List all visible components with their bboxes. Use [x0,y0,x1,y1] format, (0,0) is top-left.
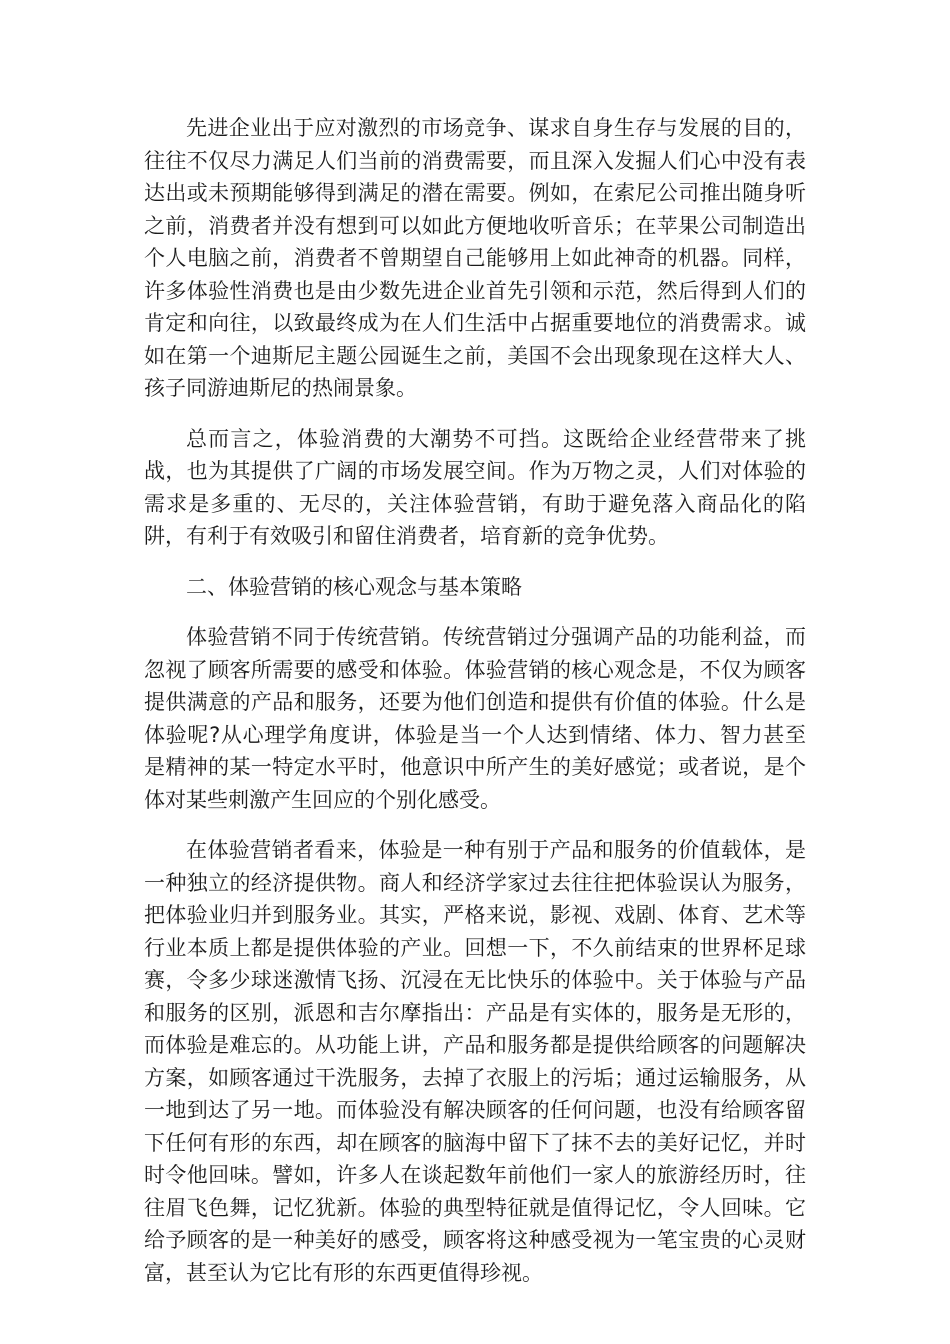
paragraph-leading-firms: 先进企业出于应对激烈的市场竞争、谋求自身生存与发展的目的，往往不仅尽力满足人们当前的消费需要，而且深入发掘人们心中没有表达出或未预期能够得到满足的潜在需要。例如，在索尼公司推出随身听之前，消费者并没有想到可以如此方便地收听音乐；在苹果公司制造出个人电脑之前，消费者不曾期望自己能够用上如此神奇的机器。同样，许多体验性消费也是由少数先进企业首先引领和示范，然后得到人们的肯定和向往，以致最终成为在人们生活中占据重要地位的消费需求。诚如在第一个迪斯尼主题公园诞生之前，美国不会出现象现在这样大人、孩子同游迪斯尼的热闹景象。 [144,116,806,400]
document-page [144,112,806,1307]
section-heading: 二、体验营销的核心观念与基本策略 [186,574,522,599]
paragraph-summary: 总而言之，体验消费的大潮势不可挡。这既给企业经营带来了挑战，也为其提供了广阔的市场发展空间。作为万物之灵，人们对体验的需求是多重的、无尽的，关注体验营销，有助于避免落入商品化的陷阱，有利于有效吸引和留住消费者，培育新的竞争优势。 [144,426,806,548]
paragraph-core-concept: 体验营销不同于传统营销。传统营销过分强调产品的功能利益，而忽视了顾客所需要的感受和体验。体验营销的核心观念是，不仅为顾客提供满意的产品和服务，还要为他们创造和提供有价值的体验。什么是体验呢?从心理学角度讲，体验是当一个人达到情绪、体力、智力甚至是精神的某一特定水平时，他意识中所产生的美好感觉；或者说，是个体对某些刺激产生回应的个别化感受。 [144,625,806,812]
paragraph-experience-value: 在体验营销者看来，体验是一种有别于产品和服务的价值载体，是一种独立的经济提供物。商人和经济学家过去往往把体验误认为服务，把体验业归并到服务业。其实，严格来说，影视、戏剧、体育、艺术等行业本质上都是提供体验的产业。回想一下，不久前结束的世界杯足球赛，令多少球迷激情飞扬、沉浸在无比快乐的体验中。关于体验与产品和服务的区别，派恩和吉尔摩指出：产品是有实体的，服务是无形的，而体验是难忘的。从功能上讲，产品和服务都是提供给顾客的问题解决方案，如顾客通过干洗服务，去掉了衣服上的污垢；通过运输服务，从一地到达了另一地。而体验没有解决顾客的任何问题，也没有给顾客留下任何有形的东西，却在顾客的脑海中留下了抹不去的美好记忆，并时时令他回味。譬如，许多人在谈起数年前他们一家人的旅游经历时，往往眉飞色舞，记忆犹新。体验的典型特征就是值得记忆，令人回味。它给予顾客的是一种美好的感受，顾客将这种感受视为一笔宝贵的心灵财富，甚至认为它比有形的东西更值得珍视。 [144,838,806,1285]
